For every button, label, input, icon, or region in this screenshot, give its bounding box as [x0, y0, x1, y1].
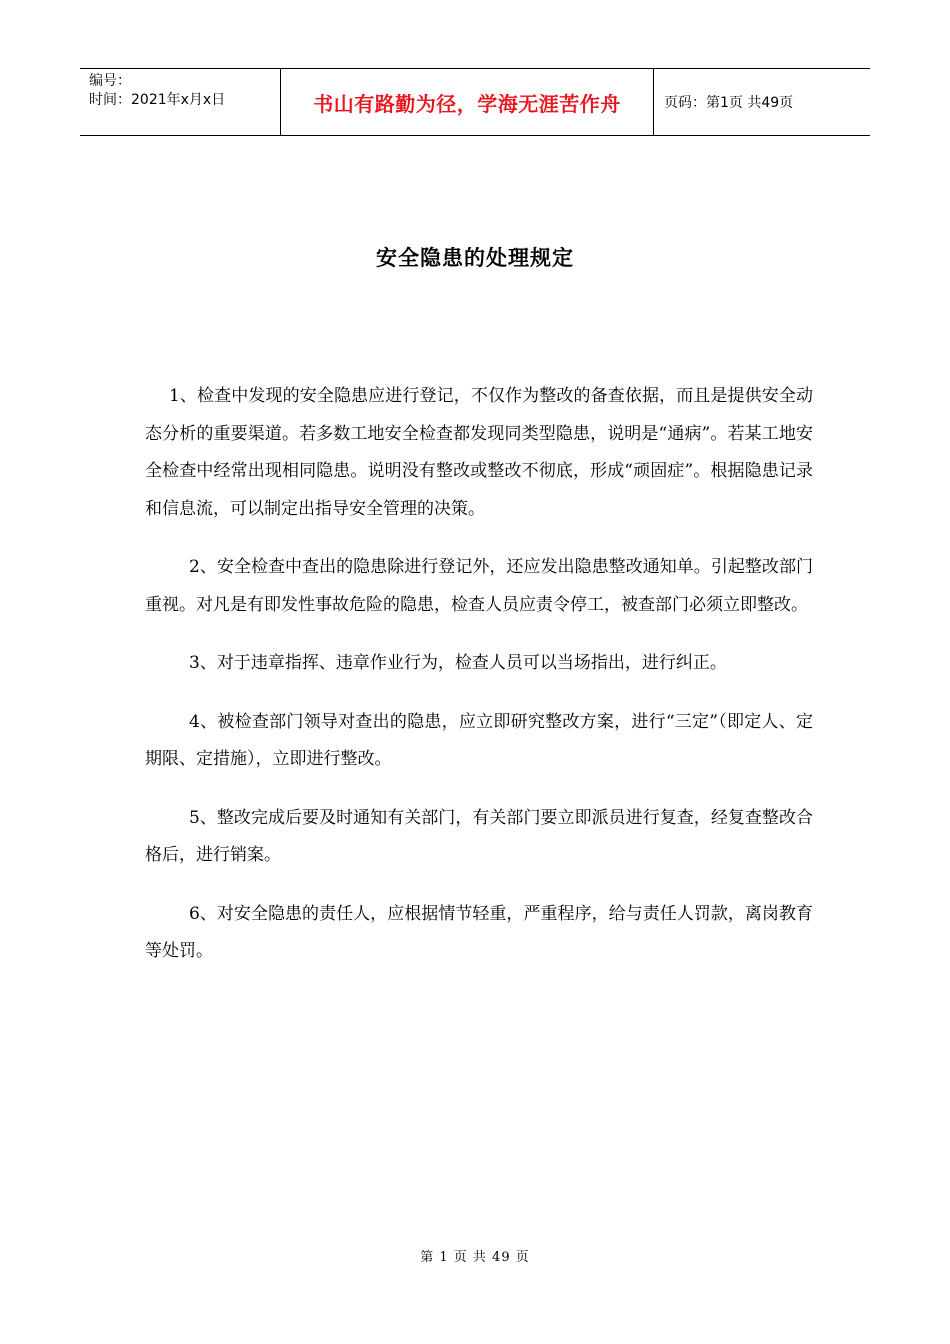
paragraph-5: 5、整改完成后要及时通知有关部门，有关部门要立即派员进行复查，经复查整改合格后，进行销案。 [145, 807, 813, 865]
header-motto: 书山有路勤为径，学海无涯苦作舟 [281, 69, 654, 135]
page-footer: 第 1 页 共 49 页 [420, 1250, 530, 1265]
header-page-info: 页码：第1页 共49页 [664, 95, 794, 111]
page-header [80, 68, 870, 136]
paragraph-2: 2、安全检查中查出的隐患除进行登记外，还应发出隐患整改通知单。引起整改部门重视。对凡是有即发性事故危险的隐患，检查人员应责令停工，被查部门必须立即整改。 [145, 557, 813, 615]
document-body [145, 378, 813, 992]
paragraph-3: 3、对于违章指挥、违章作业行为，检查人员可以当场指出，进行纠正。 [189, 653, 727, 673]
document-title: 安全隐患的处理规定 [376, 246, 574, 270]
time-label: 时间：2021年x月x日 [89, 92, 226, 108]
paragraph-4: 4、被检查部门领导对查出的隐患，应立即研究整改方案，进行“三定”（即定人、定期限、定措施），立即进行整改。 [145, 711, 813, 769]
header-meta [80, 69, 281, 135]
number-label: 编号： [89, 73, 131, 89]
paragraph-6: 6、对安全隐患的责任人，应根据情节轻重，严重程序，给与责任人罚款，离岗教育等处罚。 [145, 903, 813, 961]
paragraph-1: 1、检查中发现的安全隐患应进行登记，不仅作为整改的备查依据，而且是提供安全动态分析的重要渠道。若多数工地安全检查都发现同类型隐患，说明是“通病”。若某工地安全检查中经常出现相同隐患。说明没有整改或整改不彻底，形成“顽固症”。根据隐患记录和信息流，可以制定出指导安全管理的决策。 [145, 386, 813, 519]
